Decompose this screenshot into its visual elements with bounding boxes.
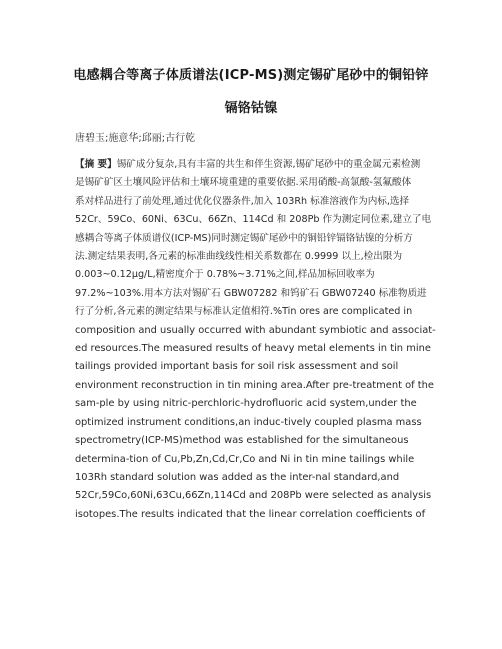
abstract-line xyxy=(75,156,435,174)
abstract-line: optimized instrument conditions,an induc-tively coupled plasma mass xyxy=(75,416,422,428)
title-line-2: 镉铬钴镍 xyxy=(224,101,278,116)
abstract xyxy=(75,156,435,524)
abstract-line: sam-ple by using nitric-perchloric-hydrofluoric acid system,under the xyxy=(75,398,417,410)
abstract-line: 行了分析,各元素的测定结果与标准认定值相符.%Tin ores are complicated in xyxy=(75,306,413,318)
abstract-line: tailings provided important basis for soil risk assessment and soil xyxy=(75,361,399,373)
abstract-line: 是锡矿矿区土壤风险评估和土壤环境重建的重要依据.采用硝酸-高氯酸-氢氟酸体 xyxy=(75,177,412,189)
abstract-line: 系对样品进行了前处理,通过优化仪器条件,加入 103Rh 标准溶液作为内标,选择 xyxy=(75,195,410,207)
abstract-line: isotopes.The results indicated that the linear correlation coefficients of xyxy=(75,508,426,520)
abstract-line: environment reconstruction in tin mining area.After pre-treatment of the xyxy=(75,379,434,391)
title-line-1: 电感耦合等离子体质谱法(ICP-MS)测定锡矿尾砂中的铜铅锌 xyxy=(73,68,429,83)
abstract-line: 52Cr、59Co、60Ni、63Cu、66Zn、114Cd 和 208Pb 作为测定同位素,建立了电 xyxy=(75,214,432,226)
abstract-line: 0.003~0.12μg/L,精密度介于 0.78%~3.71%之间,样品加标回收率为 xyxy=(75,269,375,281)
abstract-label: 【摘 要】 xyxy=(75,159,117,170)
abstract-line: 法.测定结果表明,各元素的标准曲线线性相关系数都在 0.9999 以上,检出限为 xyxy=(75,251,403,263)
abstract-line: 感耦合等离子体质谱仪(ICP-MS)同时测定锡矿尾砂中的铜铅锌镉铬钴镍的分析方 xyxy=(75,232,413,244)
abstract-line: 97.2%~103%.用本方法对锡矿石 GBW07282 和钨矿石 GBW07240 标准物质进 xyxy=(75,287,427,299)
abstract-line: ed resources.The measured results of heavy metal elements in tin mine xyxy=(75,343,431,355)
abstract-line: spectrometry(ICP-MS)method was established for the simultaneous xyxy=(75,435,409,447)
abstract-line: 52Cr,59Co,60Ni,63Cu,66Zn,114Cd and 208Pb were selected as analysis xyxy=(75,490,432,502)
abstract-line: composition and usually occurred with abundant symbiotic and associat- xyxy=(75,324,436,336)
abstract-line: determina-tion of Cu,Pb,Zn,Cd,Cr,Co and Ni in tin mine tailings while xyxy=(75,453,415,465)
abstract-text: 锡矿成分复杂,具有丰富的共生和伴生资源,锡矿尾砂中的重金属元素检测 xyxy=(116,159,421,170)
authors: 唐碧玉;施意华;邱丽;古行乾 xyxy=(75,133,196,144)
abstract-line: 103Rh standard solution was added as the inter-nal standard,and xyxy=(75,471,400,483)
